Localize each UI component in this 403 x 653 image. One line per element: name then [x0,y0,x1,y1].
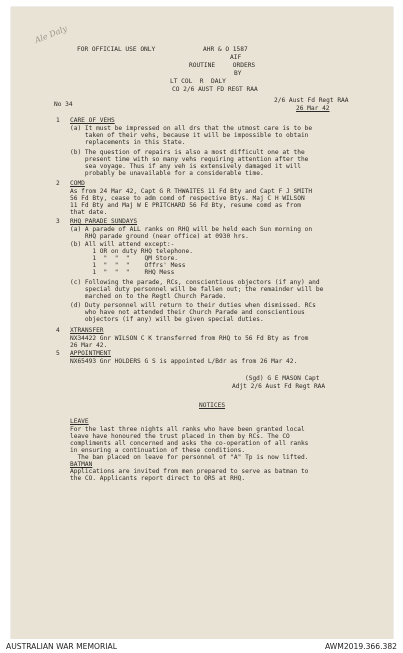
order-line: sea voyage. Thus if any veh is extensively damaged it will [70,163,301,170]
notices-heading: NOTICES [199,402,226,409]
notice-line: Applications are invited from men prepared to serve as batman to [70,468,309,475]
notice-line: in ensuring a continuation of these conditions. [70,447,246,454]
item-number: 4 [56,327,60,334]
signature-title: Adjt 2/6 Aust Fd Regt RAA [232,383,326,390]
header-unit: CO 2/6 AUST FD REGT RAA [172,86,258,93]
order-number: No 34 [54,101,73,108]
header-by: BY [234,70,242,77]
order-line: 56 Fd Bty, cease to adm comd of respective Btys. Maj C H WILSON [70,195,305,202]
order-line: 26 Mar 42. [70,342,108,349]
order-reference: AHR & O 1587 [203,46,248,53]
order-line: special duty personnel will be fallen out; the remainder will be [70,286,324,293]
order-line: (b) The question of repairs is also a most difficult one at the [70,149,305,156]
item-number: 2 [56,180,60,187]
item-number: 1 [56,117,60,124]
archive-name: AUSTRALIAN WAR MEMORIAL [6,642,117,651]
order-line: who have not attended their Church Parade and conscientious [70,309,305,316]
header-aif: AIF [230,54,242,61]
order-line: 1 " " " Offrs' Mess [70,262,186,269]
notice-line: the CO. Applicants report direct to ORS at RHQ. [70,475,246,482]
notice-title-batman: BATMAN [70,461,93,468]
header-commander: LT COL R DALY [170,78,226,85]
notice-line: leave have honoured the trust placed in them by RCs. The CO [70,433,290,440]
order-line: replacements in this State. [70,139,186,146]
item-title: COMD [70,180,85,187]
order-line: (a) A parade of ALL ranks on RHQ will be held each Sun morning on [70,226,313,233]
order-line: objectors (if any) will be given special duties. [70,316,264,323]
order-line: that date. [70,209,108,216]
header-unit-right: 2/6 Aust Fd Regt RAA [274,97,349,104]
order-line: 1 " " " RHQ Mess [70,269,175,276]
order-line: 1 " " " QM Store. [70,255,179,262]
order-line: marched on to the Regtl Church Parade. [70,293,227,300]
notice-line: The ban placed on leave for personnel of "A" Tp is now lifted. [70,454,309,461]
order-line: RHQ parade ground (near office) at 0930 hrs. [70,233,249,240]
order-date: 26 Mar 42 [296,105,330,112]
notice-line: compliments all concerned and asks the co-operation of all ranks [70,440,309,447]
notice-title-leave: LEAVE [70,418,89,425]
item-title: CARE OF VEHS [70,117,115,124]
order-line: 11 Fd Bty and Maj W E PRITCHARD 56 Fd Bty, resume comd as from [70,202,301,209]
order-line: probably be unavailable for a considerable time. [70,170,264,177]
order-line: 1 OR on duty RHQ telephone. [70,248,193,255]
notice-line: For the last three nights all ranks who have been granted local [70,426,305,433]
archive-footer [0,639,403,653]
order-line: (d) Duty personnel will return to their duties when dismissed. RCs [70,302,316,309]
order-line: (a) It must be impressed on all drs that the utmost care is to be [70,125,313,132]
handwritten-annotation: Ale Daly [33,23,69,46]
order-line: present time with so many vehs requiring attention after the [70,156,309,163]
order-line: NX34422 Gnr WILSON C K transferred from RHQ to 56 Fd Bty as from [70,335,309,342]
header-routine-orders: ROUTINE ORDERS [189,62,256,69]
order-line: taken of their vehs, because it will be impossible to obtain [70,132,309,139]
item-number: 5 [56,350,60,357]
item-title: XTRANSFER [70,327,104,334]
item-title: APPOINTMENT [70,350,111,357]
order-line: NX65493 Gnr HOLDERS G S is appointed L/Bdr as from 26 Mar 42. [70,358,298,365]
signature-line: (Sgd) G E MASON Capt [245,375,320,382]
classification-label: FOR OFFICIAL USE ONLY [77,46,156,53]
order-line: As from 24 Mar 42, Capt G R THWAITES 11 Fd Bty and Capt F J SMITH [70,188,313,195]
archive-accession-number: AWM2019.366.382 [325,642,397,651]
item-title: RHQ PARADE SUNDAYS [70,218,138,225]
order-line: (b) All will attend except:- [70,241,175,248]
item-number: 3 [56,218,60,225]
order-line: (c) Following the parade, RCs, conscientious objectors (if any) and [70,279,320,286]
